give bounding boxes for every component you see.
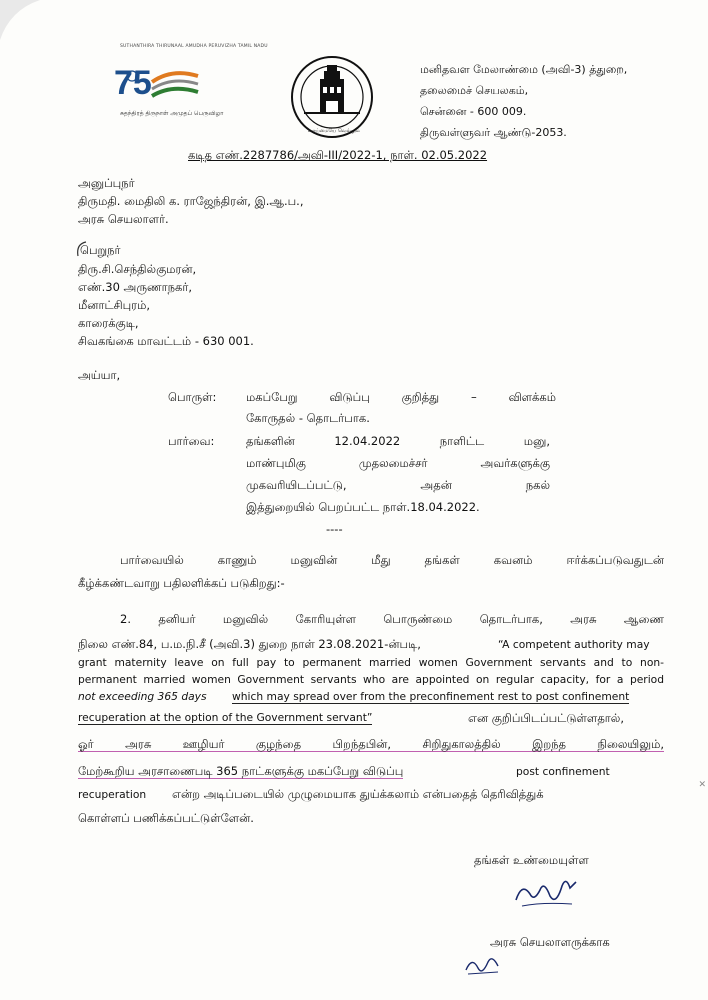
- subject-line: மகப்பேறு விடுப்பு குறித்து – விளக்கம்: [246, 390, 556, 404]
- para1-line: பார்வையில் காணும் மனுவின் மீது தங்கள் கவனம் ஈர்க்கப்படுவதுடன்: [120, 553, 664, 567]
- para2-italic-phrase: not exceeding 365 days: [78, 690, 207, 703]
- para2-underlined-phrase: which may spread over from the preconfinement rest to post confinement: [232, 690, 630, 703]
- logo-top-text: SUTHANTHIRA THIRUNAAL AMUDHA PERUVIZHA TAMIL NADU: [120, 44, 268, 49]
- para2-line-english: permanent married women Government servants who are appointed on regular capacity, for a period: [78, 673, 664, 686]
- handwritten-underline-mark: [74, 238, 104, 262]
- subject-line: கோருதல் - தொடர்பாக.: [246, 411, 370, 425]
- salutation: அய்யா,: [78, 368, 121, 382]
- para2-line-tamil: என்ற அடிப்படையில் முழுமையாக துய்க்கலாம் என்பதைத் தெரிவித்துக்: [172, 787, 544, 801]
- recipient-line: திரு.சி.செந்தில்குமரன்,: [78, 262, 197, 276]
- recipient-line: சிவகங்கை மாவட்டம் - 630 001.: [78, 334, 254, 348]
- para2-line-english: post confinement: [516, 765, 610, 778]
- dept-line: சென்னை - 600 009.: [420, 105, 527, 118]
- dept-line: திருவள்ளுவர் ஆண்டு-2053.: [420, 126, 567, 139]
- logo-number: 75: [114, 64, 152, 102]
- dept-line: மனிதவள மேலாண்மை (அவி-3) த்துறை,: [420, 63, 628, 76]
- reference-line: முகவரியிடப்பட்டு, அதன் நகல்: [246, 478, 550, 492]
- reference-label: பார்வை:: [168, 434, 215, 448]
- signature-icon: [512, 872, 582, 912]
- closing-for: அரசு செயலாளருக்காக: [490, 935, 610, 949]
- para2-highlighted-line: மேற்கூறிய அரசாணைபடி 365 நாட்களுக்கு மகப்பேறு விடுப்பு: [78, 764, 404, 778]
- para2-line: 2. தனியர் மனுவில் கோரியுள்ள பொருண்மை தொடர்பாக, அரசு ஆணை: [120, 612, 664, 626]
- para2-highlighted-line: ஓர் அரசு ஊழியர் குழந்தை பிறந்தபின், சிறிதுகாலத்தில் இறந்த நிலையிலும்,: [78, 737, 664, 751]
- letter-reference-number: கடித எண்.2287786/அவி-III/2022-1, நாள். 02.05.2022: [188, 148, 488, 162]
- para2-line-english: grant maternity leave on full pay to permanent married women Government servants and to non-: [78, 656, 664, 669]
- para2-underlined-phrase: recuperation at the option of the Government servant”: [78, 711, 373, 724]
- reference-line: இத்துறையில் பெறப்பட்ட நாள்.18.04.2022.: [246, 500, 480, 514]
- sender-label: அனுப்புநர்: [78, 176, 135, 190]
- para2-line-english: recuperation: [78, 788, 147, 801]
- logo-caption: சுதந்திரத் திருநாள் அமுதப் பெருவிழா: [120, 110, 224, 117]
- recipient-line: மீனாட்சிபுரம்,: [78, 298, 151, 312]
- reference-line: மாண்புமிகு முதலமைச்சர் அவர்களுக்கு: [246, 456, 550, 470]
- sender-name: திருமதி. மைதிலி க. ராஜேந்திரன், இ.ஆ.ப.,: [78, 194, 304, 208]
- subject-label: பொருள்:: [168, 390, 217, 404]
- para2-line-tamil: நிலை எண்.84, ப.ம.நி.சீ (அவி.3) துறை நாள் 23.08.2021-ன்படி,: [78, 637, 421, 651]
- initial-mark-icon: [462, 950, 502, 980]
- tamil-nadu-emblem-icon: [290, 55, 374, 139]
- separator: ----: [326, 522, 343, 536]
- department-address: [420, 63, 627, 147]
- margin-mark: ✕: [698, 780, 706, 790]
- page-corner-shadow: [0, 0, 40, 40]
- sender-title: அரசு செயலாளர்.: [78, 212, 169, 226]
- recipient-line: காரைக்குடி,: [78, 316, 139, 330]
- para2-line-tamil: என குறிப்பிடப்பட்டுள்ளதால்,: [468, 711, 625, 725]
- dept-line: தலைமைச் செயலகம்,: [420, 84, 529, 97]
- reference-line: தங்களின் 12.04.2022 நாளிட்ட மனு,: [246, 434, 550, 448]
- recipient-label: பெறுநர்: [80, 243, 121, 257]
- para2-line-english: “A competent authority may: [498, 638, 650, 651]
- para1-line: கீழ்க்கண்டவாறு பதிலளிக்கப் படுகிறது:-: [78, 576, 285, 590]
- emblem-motto: வாய்மையே வெல்லும்: [308, 128, 360, 134]
- recipient-line: எண்.30 அருணாநகர்,: [78, 280, 193, 294]
- para2-line-tamil: கொள்ளப் பணிக்கப்பட்டுள்ளேன்.: [78, 811, 254, 825]
- closing-yours: தங்கள் உண்மையுள்ள: [474, 853, 589, 867]
